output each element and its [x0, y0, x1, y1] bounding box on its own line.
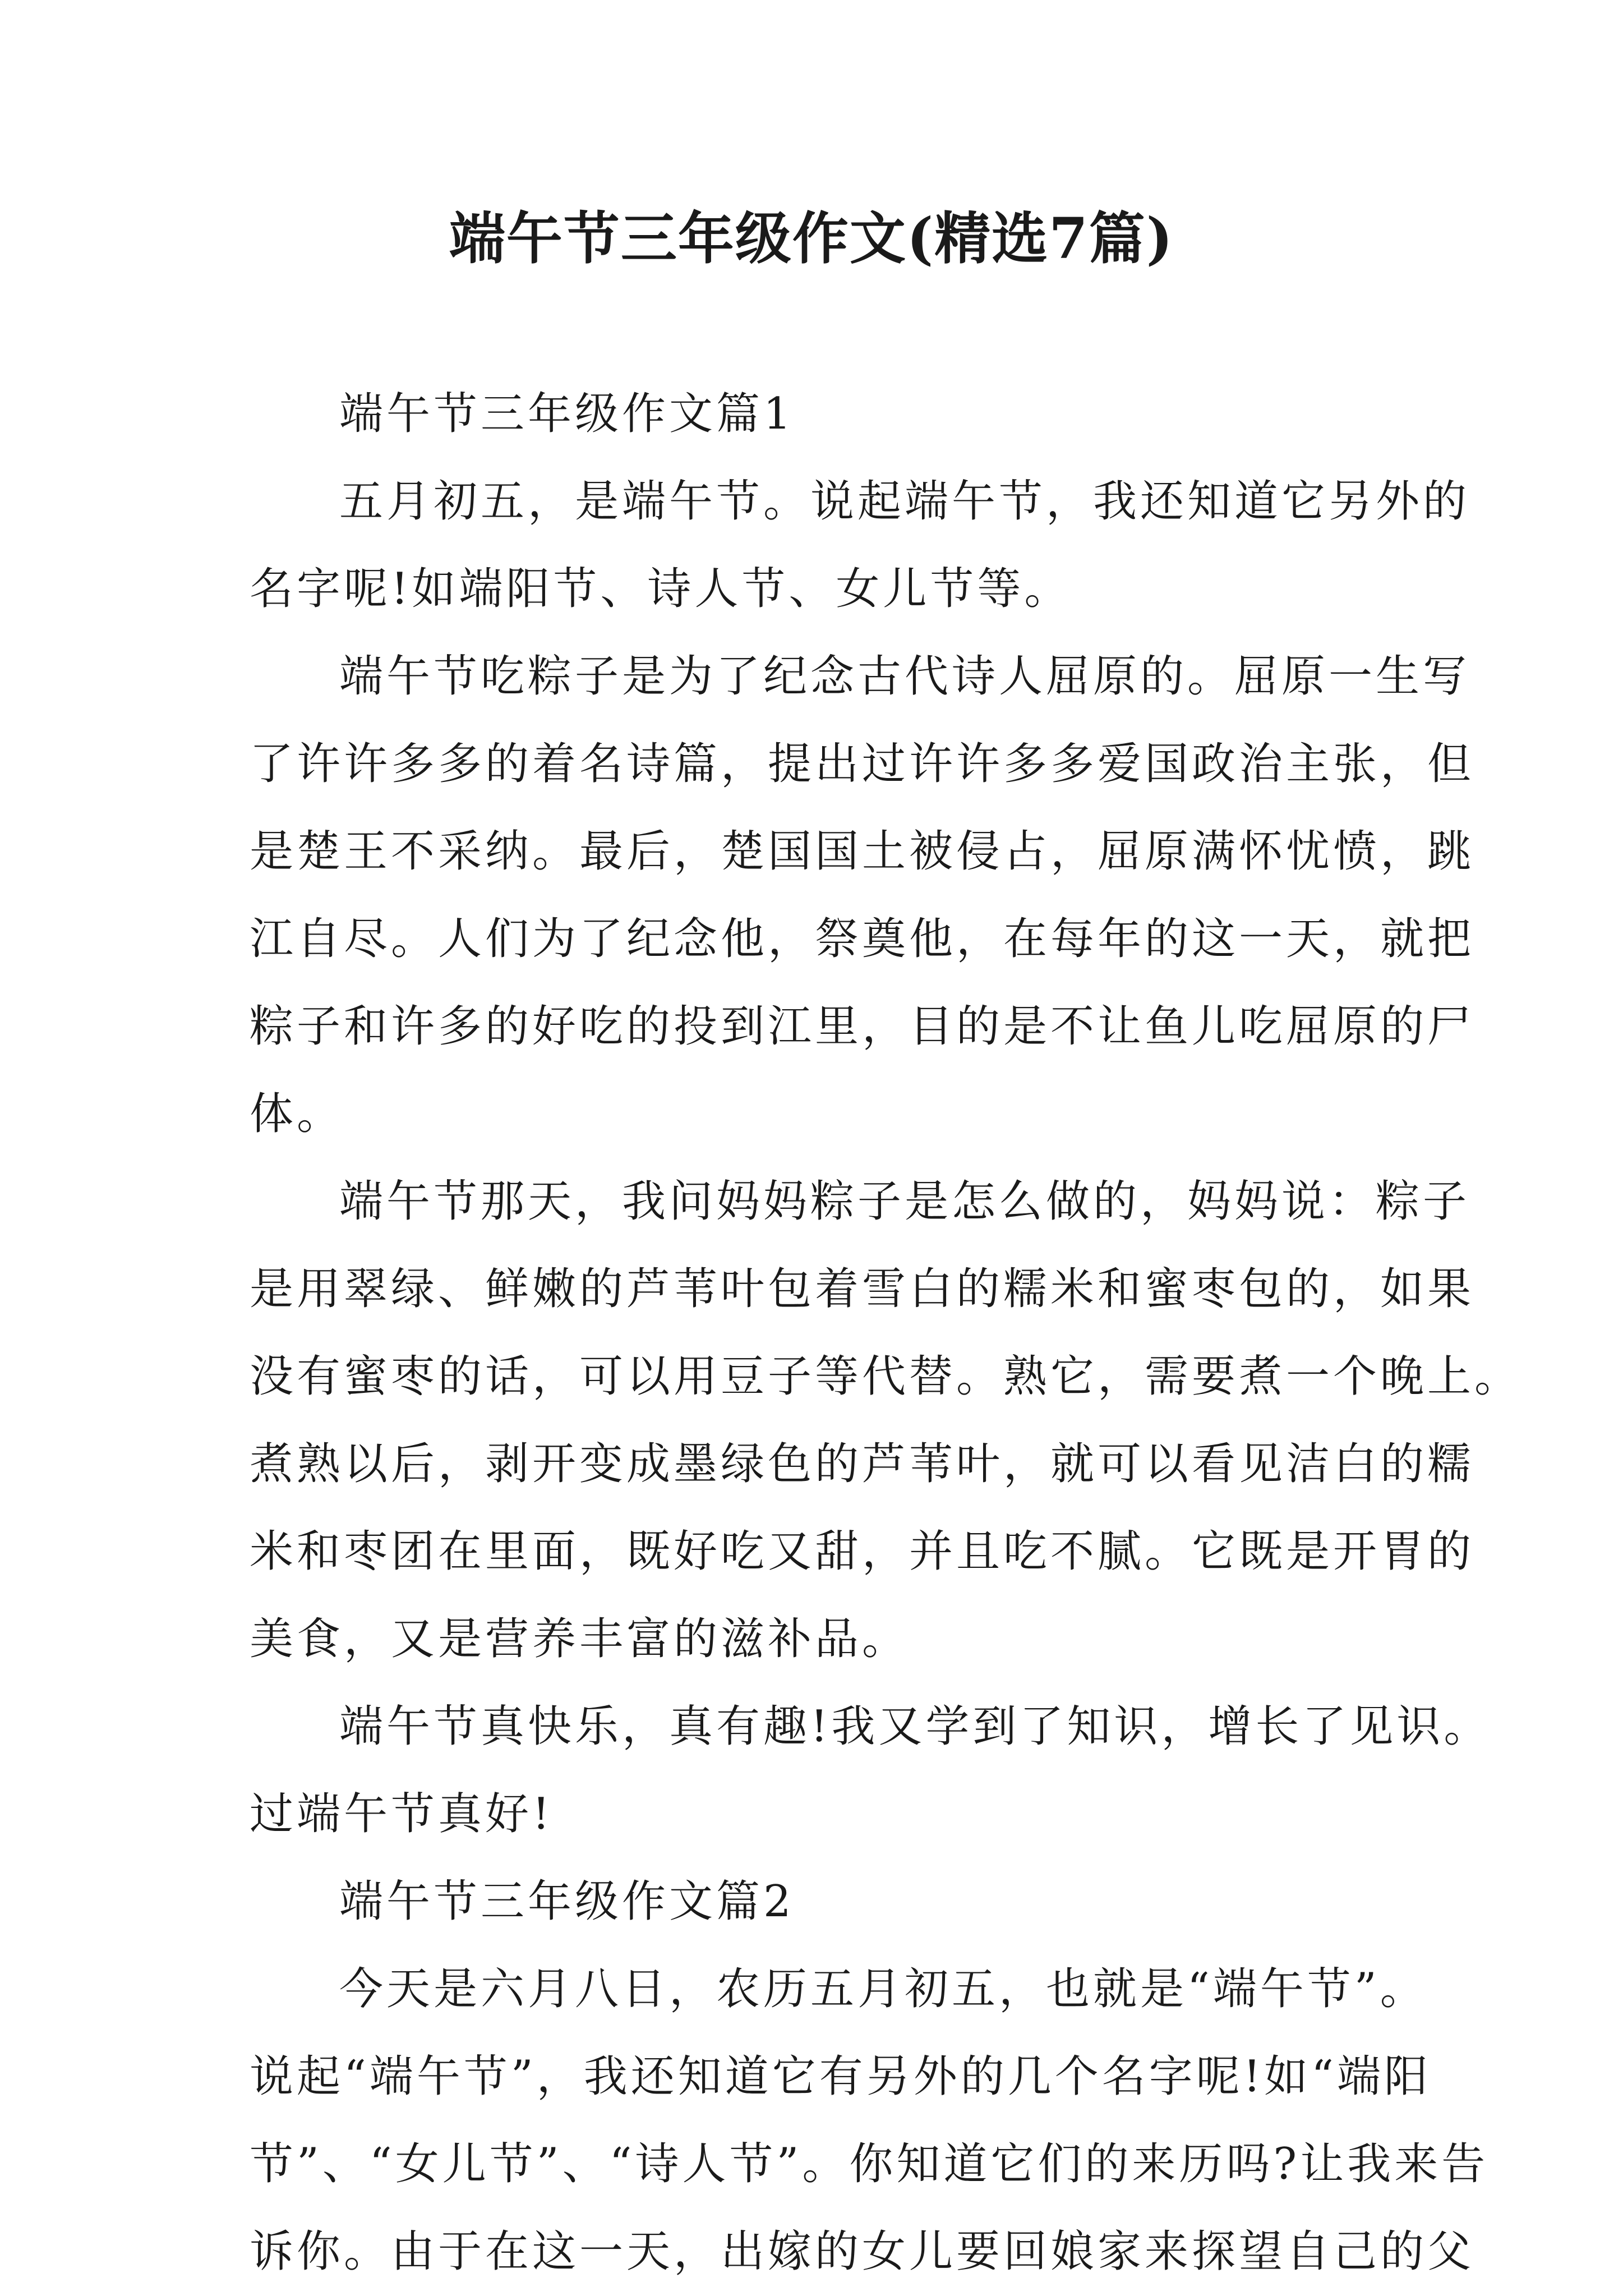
text-line: 端午节那天，我问妈妈粽子是怎么做的，妈妈说：粽子: [339, 1176, 1470, 1227]
text-line: 端午节真快乐，真有趣!我又学到了知识，增长了见识。: [339, 1701, 1491, 1752]
text-line: 五月初五，是端午节。说起端午节，我还知道它另外的: [339, 476, 1470, 527]
text-line: 没有蜜枣的话，可以用豆子等代替。熟它，需要煮一个晚上。: [250, 1351, 1522, 1402]
text-line: 江自尽。人们为了纪念他，祭奠他，在每年的这一天，就把: [250, 914, 1475, 964]
document-body: [250, 370, 1522, 2295]
text-line: 端午节三年级作文篇2: [339, 1876, 795, 1927]
text-line: 名字呢!如端阳节、诗人节、女儿节等。: [250, 564, 1072, 614]
document-title: 端午节三年级作文(精选7篇): [449, 205, 1174, 272]
text-line: 煮熟以后，剥开变成墨绿色的芦苇叶，就可以看见洁白的糯: [250, 1439, 1475, 1489]
text-line: 端午节吃粽子是为了纪念古代诗人屈原的。屈原一生写: [339, 651, 1470, 702]
text-line: 美食，又是营养丰富的滋补品。: [250, 1614, 910, 1664]
text-line: 说起“端午节”，我还知道它有另外的几个名字呢!如“端阳: [250, 2051, 1431, 2102]
text-line: 节”、“女儿节”、“诗人节”。你知道它们的来历吗?让我来告: [250, 2139, 1489, 2189]
text-line: 体。: [250, 1089, 344, 1139]
text-line: 粽子和许多的好吃的投到江里，目的是不让鱼儿吃屈原的尸: [250, 1001, 1475, 1052]
text-line: 了许许多多的着名诗篇，提出过许许多多爱国政治主张，但: [250, 739, 1475, 789]
text-line: 米和枣团在里面，既好吃又甜，并且吃不腻。它既是开胃的: [250, 1526, 1475, 1577]
text-line: 是用翠绿、鲜嫩的芦苇叶包着雪白的糯米和蜜枣包的，如果: [250, 1264, 1475, 1314]
text-line: 今天是六月八日，农历五月初五，也就是“端午节”。: [339, 1964, 1427, 2014]
text-line: 过端午节真好!: [250, 1789, 554, 1839]
text-line: 是楚王不采纳。最后，楚国国土被侵占，屈原满怀忧愤，跳: [250, 826, 1475, 877]
text-line: 端午节三年级作文篇1: [339, 389, 795, 439]
text-line: 诉你。由于在这一天，出嫁的女儿要回娘家来探望自己的父: [250, 2226, 1475, 2277]
